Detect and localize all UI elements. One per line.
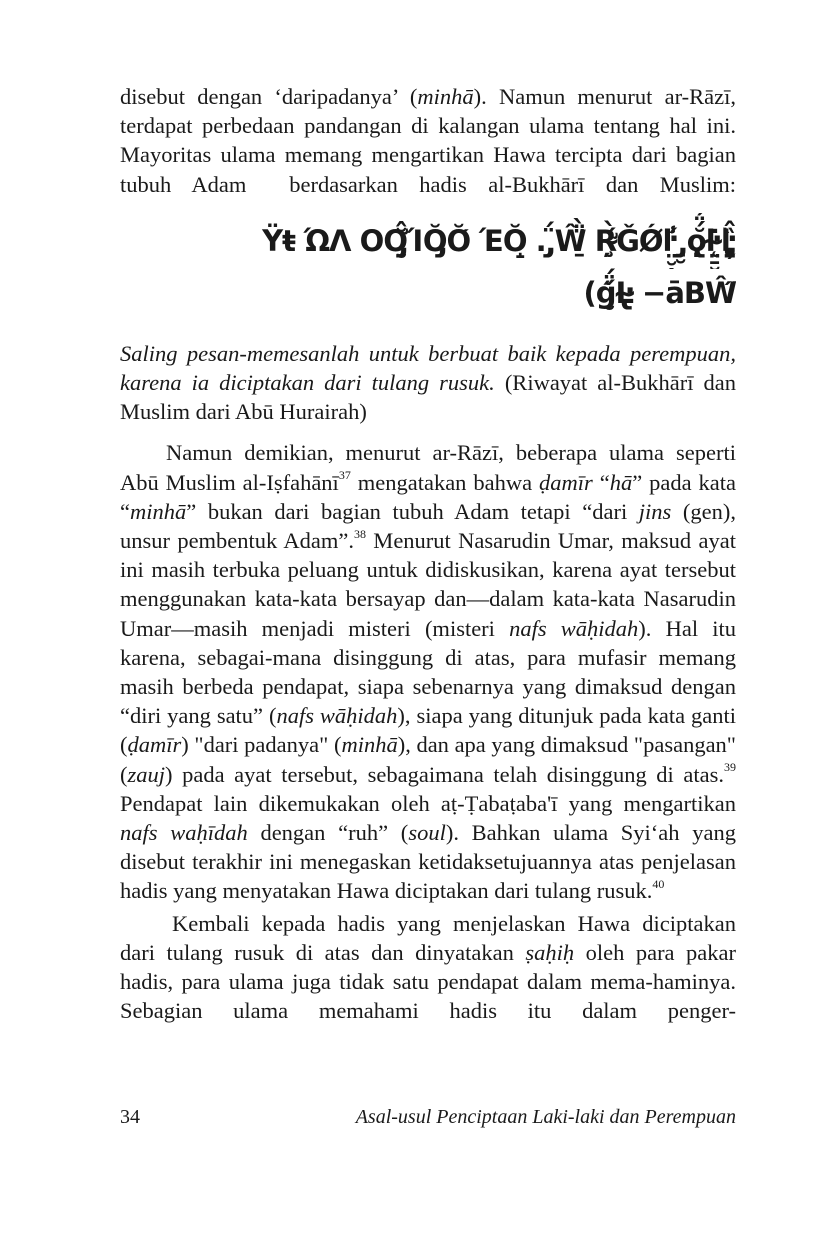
text-run: ). Hal itu karena, sebagai-mana disinggung di atas, para mufasir memang masih berbeda pendapat, siapa sebenarnya yang dimaksud dengan “diri yang satu” (	[120, 615, 736, 729]
text-run: mengatakan bahwa	[350, 469, 540, 495]
footnote-ref-37[interactable]: 37	[338, 468, 351, 483]
footnote-ref-39[interactable]: 39	[724, 760, 736, 775]
text-run: ) pada ayat tersebut, sebagaimana telah disinggung di atas.	[165, 761, 724, 787]
italic-term: nafs wāḥidah	[509, 615, 639, 641]
text-run: ” pada kata “	[120, 469, 736, 524]
italic-term: minhā	[341, 732, 398, 758]
footnote-ref-38[interactable]: 38	[353, 526, 366, 541]
italic-term: ḍamīr	[539, 469, 593, 495]
text-run: dengan “ruh” (	[247, 820, 409, 846]
footnote-ref-40[interactable]: 40	[652, 876, 665, 891]
translation-italic: Saling pesan-memesanlah untuk berbuat baik kepada perempuan, karena ia diciptakan dari tulang rusuk.	[120, 340, 736, 396]
intro-paragraph: disebut dengan ‘daripadanya’ (minhā). Namun menurut ar-Rāzī, terdapat perbedaan pandangan di kalangan ulama tentang hal ini. Mayoritas ulama memang mengartikan Hawa tercipta dari bagian tubuh Adam berdasarkan hadis al-Bukhārī dan Muslim:	[120, 84, 736, 197]
text-run: Namun demikian, menurut ar-Rāzī, beberapa ulama seperti Abū Muslim al-Iṣfahānī	[120, 440, 736, 495]
italic-term: jins	[638, 498, 672, 524]
text-run: (gen), unsur pembentuk Adam”.	[120, 498, 736, 554]
body-text	[120, 82, 736, 1025]
text-run: oleh para pakar hadis, para ulama juga tidak satu pendapat dalam mema-haminya. Sebagian ulama memahami hadis itu dalam penger-	[120, 939, 737, 1024]
translation-source: (Riwayat al-Bukhārī dan Muslim dari Abū Hurairah)	[120, 370, 737, 425]
italic-term: ṣaḥiḥ	[525, 939, 575, 965]
text-run: ), siapa yang ditunjuk pada kata ganti (	[120, 703, 736, 758]
paragraph-3	[120, 909, 736, 1026]
hadith-translation	[120, 339, 736, 427]
page-number: 34	[120, 1106, 140, 1128]
italic-term: ḍamīr	[127, 732, 182, 758]
italic-term: hā	[609, 469, 633, 495]
italic-term: minhā	[417, 84, 474, 109]
text-run: “	[592, 469, 610, 495]
arabic-hadith-line-2: (ģ̮́̈́Ŀ̴̢ −āΒŴ̋	[583, 275, 736, 310]
text-run: Menurut Nasarudin Umar, maksud ayat ini masih terbuka peluang untuk didiskusikan, karena ayat tersebut menggunakan kata-kata bersayap dan—dalam kata-kata Nasarudin Umar—masih menjadi misteri (misteri	[120, 528, 736, 641]
text-run: ” bukan dari bagian tubuh Adam tetapi “dari	[186, 498, 639, 524]
paragraph-2	[120, 438, 736, 905]
italic-term: minhā	[130, 498, 187, 524]
text-run: ), dan apa yang dimaksud "pasangan" (	[120, 732, 736, 787]
italic-term: zauj	[127, 761, 166, 787]
text-run: ) "dari padanya" (	[181, 732, 342, 758]
running-title: Asal-usul Penciptaan Laki-laki dan Perempuan	[355, 1106, 736, 1128]
text-run: Pendapat lain dikemukakan oleh aṭ-Ṭabaṭaba'ī yang mengartikan	[120, 790, 736, 816]
arabic-hadith-line-1: Ÿ‪ŧ ΏΛ ΟƠ̡̮̆̂ΊŎ̡̧Ŏ́ ΈŎ̝ . ̡̈́Ŵ̱̈̈̀ Ŗ̴̧̛́̀ǦǾŀ̤̮̭́̾ ̡̱̮ọ̢̆́̈́̈ŀ̴̨̤̱̮̇ŀ̧̡̨̢̗̏̂	[262, 223, 736, 258]
italic-term: nafs waḥīdah	[120, 820, 248, 846]
italic-term: soul	[408, 820, 446, 846]
italic-term: nafs wāḥidah	[276, 703, 398, 729]
text-run: ). Bahkan ulama Syi‘ah yang disebut terakhir ini menegaskan ketidaksetujuannya atas penjelasan hadis yang menyatakan Hawa diciptakan dari tulang rusuk.	[120, 820, 736, 904]
text-run: Kembali kepada hadis yang menjelaskan Hawa diciptakan dari tulang rusuk di atas dan dinyatakan	[120, 910, 736, 965]
